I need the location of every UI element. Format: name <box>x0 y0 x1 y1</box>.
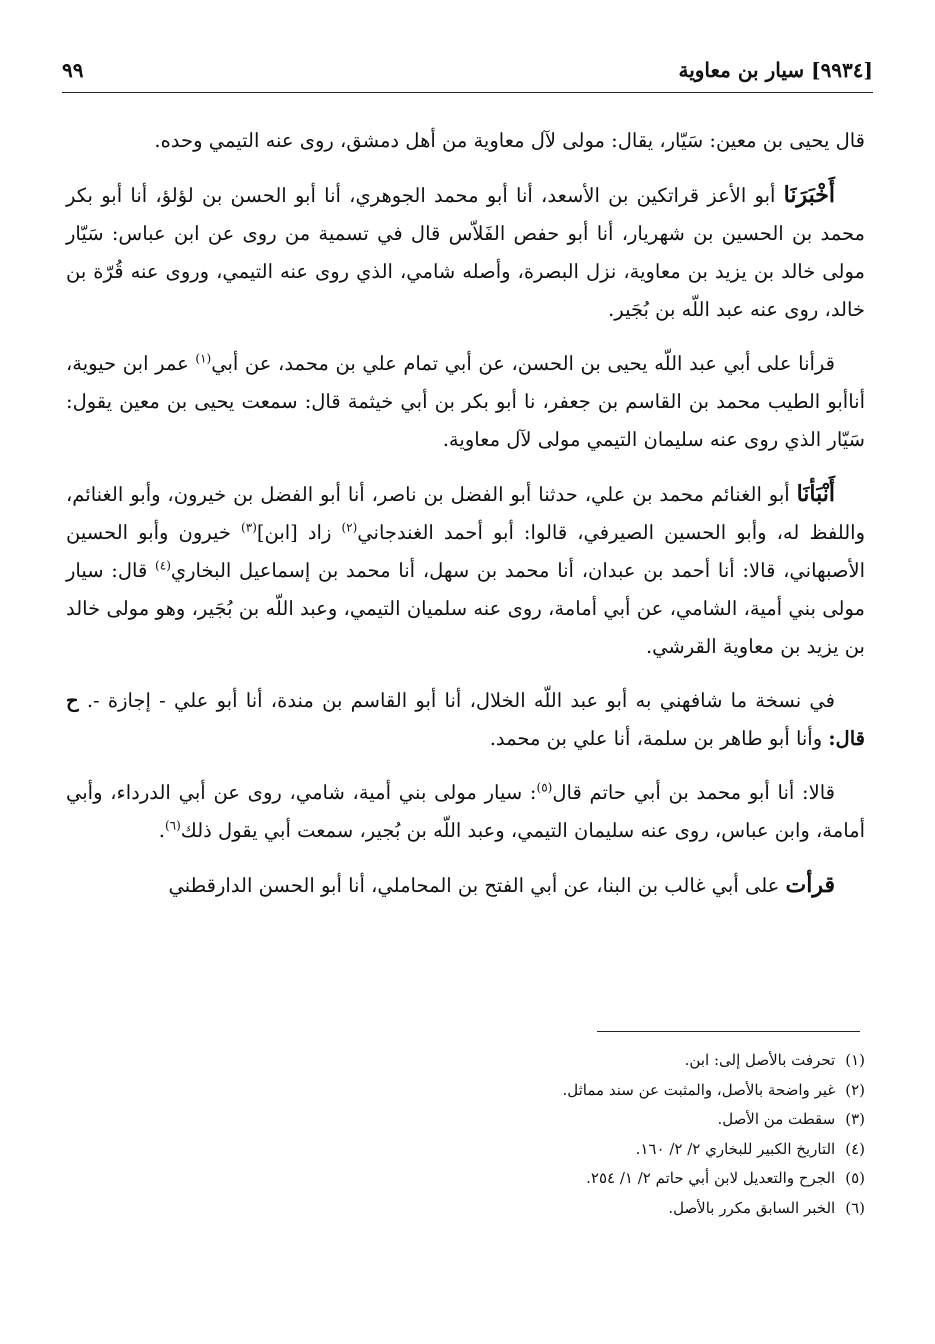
footnote-1 <box>445 1046 865 1076</box>
footnote-3 <box>445 1105 865 1135</box>
paragraph-5-text-a: في نسخة ما شافهني به أبو عبد اللّه الخلال، أنا أبو القاسم بن مندة، أنا أبو علي - إجازة -. <box>78 689 835 712</box>
paragraph-4-text-b: زاد [ابن] <box>256 521 342 544</box>
running-header <box>62 58 873 90</box>
footnote-ref-5: (٥) <box>536 780 553 795</box>
paragraph-2-text: أبو الأعز قراتكين بن الأسعد، أنا أبو محمد الجوهري، أنا أبو الحسن بن لؤلؤ، أنا أبو بكر محمد بن الحسين بن شهريار، أنا أبو حفص الفَلاّس قال في تسمية من روى عن ابن عباس: سَيّار مولى خالد بن يزيد بن معاوية، نزل البصرة، وأصله شامي، الذي روى عنه التيمي، وروى عنه قُرّة بن خالد، روى عنه عبد اللّه بن بُجَير. <box>66 184 865 321</box>
footnote-text: التاريخ الكبير للبخاري ٢/ ٢/ ١٦٠. <box>635 1139 836 1158</box>
paragraph-1 <box>66 122 865 160</box>
footnote-text: غير واضحة بالأصل، والمثبت عن سند مماثل. <box>562 1080 836 1099</box>
footnote-4 <box>445 1135 865 1165</box>
footnote-number: (٥) <box>845 1169 865 1187</box>
paragraph-6 <box>66 774 865 850</box>
paragraph-4-text-c: خيرون وأبو الحسين الأصبهاني، قالا: أنا أحمد بن عبدان، أنا محمد بن سهل، أنا محمد بن إسماعيل البخاري <box>66 521 865 582</box>
paragraph-2-keyword: أَخْبَرَنَا <box>783 182 835 208</box>
header-title: [٩٩٣٤] سيار بن معاوية <box>678 58 873 82</box>
paragraph-4-text-a: أبو الغنائم محمد بن علي، حدثنا أبو الفضل بن ناصر، أنا أبو الفضل بن خيرون، وأبو الغنائم، واللفظ له، وأبو الحسين الصيرفي، قالوا: أبو أحمد الغندجاني <box>66 483 865 544</box>
footnote-number: (١) <box>845 1051 865 1069</box>
paragraph-4-keyword: أَنْبَأنَا <box>796 481 835 507</box>
paragraph-4 <box>66 475 865 666</box>
footnote-text: سقطت من الأصل. <box>717 1110 836 1128</box>
footnote-6 <box>445 1194 865 1224</box>
footnote-5 <box>445 1164 865 1194</box>
header-rule <box>62 92 873 93</box>
footnote-text: الجرح والتعديل لابن أبي حاتم ٢/ ١/ ٢٥٤. <box>586 1169 836 1187</box>
footnote-ref-2: (٢) <box>341 520 358 535</box>
paragraph-6-text-b: : سيار مولى بني أمية، شامي، روى عن أبي الدرداء، وأبي أمامة، وابن عباس، روى عنه سليمان التيمي، وعبد اللّه بن بُجير، سمعت أبي يقول ذلك <box>66 781 865 842</box>
paragraph-2 <box>66 176 865 329</box>
paragraph-5 <box>66 682 865 758</box>
paragraph-3-text-b: عمر ابن حيوية، أناأبو الطيب محمد بن القاسم بن جعفر، نا أبو بكر بن أبي خيثمة قال: سمعت يحيى بن معين يقول: سَيّار الذي روى عنه سليمان التيمي مولى لآل معاوية. <box>66 352 866 451</box>
paragraph-7 <box>66 866 865 905</box>
footnote-text: تحرفت بالأصل إلى: ابن. <box>684 1051 836 1069</box>
main-text <box>66 122 865 921</box>
footnote-2 <box>445 1076 865 1106</box>
page-number: ٩٩ <box>62 58 84 82</box>
paragraph-7-keyword: قرأت <box>785 872 835 898</box>
footnote-number: (٢) <box>845 1080 865 1099</box>
footnote-ref-6: (٦) <box>164 818 181 833</box>
footnote-ref-1: (١) <box>195 351 212 366</box>
paragraph-7-text: على أبي غالب بن البنا، عن أبي الفتح بن المحاملي، أنا أبو الحسن الدارقطني <box>168 874 786 897</box>
footnote-text: الخبر السابق مكرر بالأصل. <box>668 1198 836 1217</box>
footnote-rule <box>597 1031 860 1032</box>
footnote-number: (٦) <box>845 1198 865 1217</box>
footnote-ref-4: (٤) <box>155 558 171 573</box>
footnote-number: (٤) <box>845 1139 865 1158</box>
footnote-number: (٣) <box>845 1110 865 1128</box>
paragraph-1-text: قال يحيى بن معين: سَيّار، يقال: مولى لآل معاوية من أهل دمشق، روى عنه التيمي وحده. <box>154 129 865 152</box>
paragraph-5-bold: ح قال: <box>66 689 865 750</box>
paragraph-4-text-d: قال: سيار مولى بني أمية، الشامي، عن أبي أمامة، روى عنه سلميان التيمي، وعبد اللّه بن بُجَير، وهو مولى خالد بن يزيد بن معاوية القرشي. <box>66 559 865 658</box>
paragraph-6-text-a: قالا: أنا أبو محمد بن أبي حاتم قال <box>552 781 835 804</box>
paragraph-5-text-b: وأنا أبو طاهر بن سلمة، أنا علي بن محمد. <box>489 727 829 750</box>
paragraph-3-text-a: قرأنا على أبي عبد اللّه يحيى بن الحسن، عن أبي تمام علي بن محمد، عن أبي <box>211 352 835 375</box>
footnote-ref-3: (٣) <box>241 520 257 535</box>
paragraph-6-text-c: . <box>158 819 165 842</box>
footnotes <box>445 1046 865 1223</box>
paragraph-3 <box>66 345 865 459</box>
